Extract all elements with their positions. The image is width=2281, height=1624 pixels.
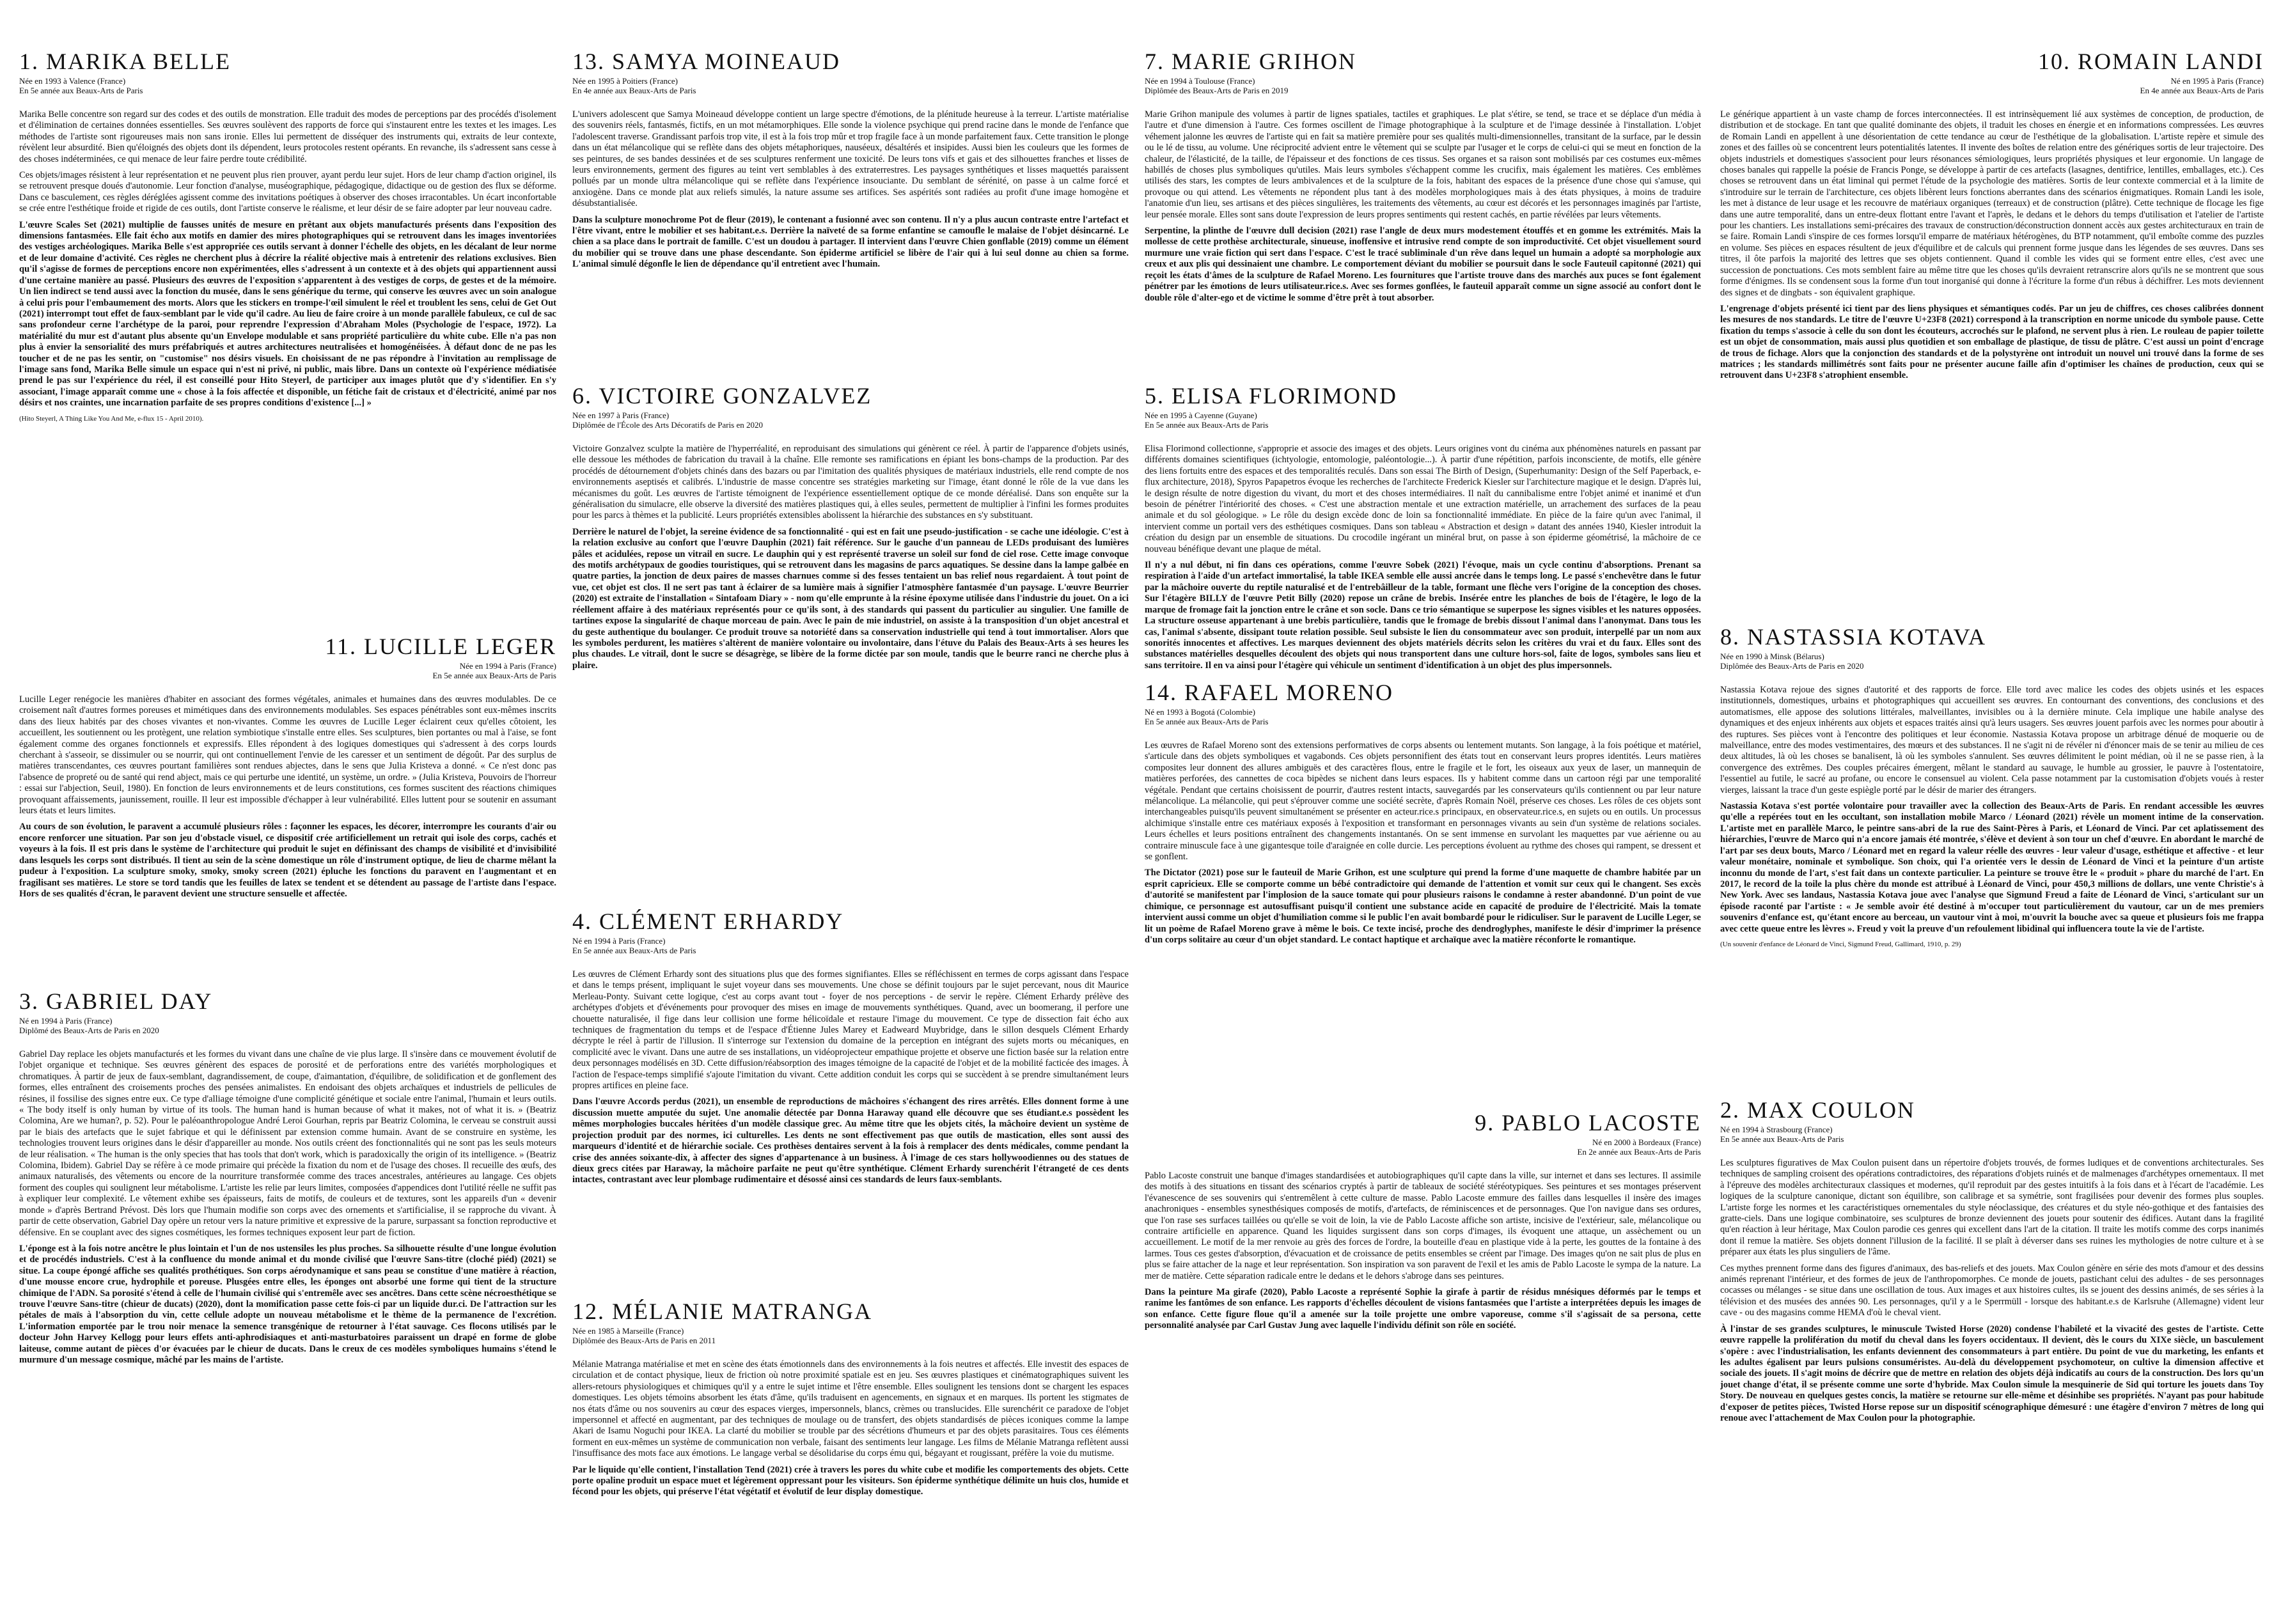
artist-birth: Né en 1994 à Strasbourg (France) (1720, 1125, 1833, 1134)
artist-birth: Né en 1994 à Paris (France) (572, 936, 666, 946)
artist-section-gabriel-day (19, 988, 556, 1611)
artist-paragraph: The Dictator (2021) pose sur le fauteuil de Marie Grihon, est une sculpture qui prend la forme d'une maquette de chambre habitée par un esprit capricieux. Elle se comporte comme un bébé contradictoire qui demande de l'attention et vomit sur ceux qui le changent. Ses excès d'autorité se manifestent par l'implosion de la sauce tomate qui pour plusieurs raisons le condamne à rester abandonné. D'un point de vue chimique, ce personnage est autosuffisant puisqu'il contient une substance acide en capacité de produire de l'électricité. Mais la tomate intervient aussi comme un objet d'humiliation comme si le public l'en avait bombardé pour le ridiculiser. Sur le paravent de Lucille Leger, se lit un poème de Rafael Moreno grave à même le bois. Ce texte incisé, proche des dendroglyphes, manifeste le désir d'imprimer la présence d'un corps solitaire au cœur d'un objet standard. Le contact haptique et archaïque avec la matière réconforte le romantique. (1145, 868, 1701, 945)
artist-school: En 5e année aux Beaux-Arts de Paris (432, 671, 556, 680)
artist-title: 5. ELISA FLORIMOND (1145, 383, 1398, 409)
artist-school: En 4e année aux Beaux-Arts de Paris (2140, 86, 2264, 95)
artist-paragraph: Elisa Florimond collectionne, s'approprie et associe des images et des objets. Leurs origines vont du cinéma aux phénomènes naturels en passant par différents domaines scientifiques (ichtyologie, entomologie, paléontologie...). À partir d'une répétition, parfois inconsciente, de motifs, elle génère des liens fortuits entre des espaces et des temporalités reculés. Dans son essai The Birth of Design, (Superhumanity: Design of the Self Paperback, e-flux architecture, 2018), Spyros Papapetros évoque les recherches de l'architecte Frederick Kiesler sur l'architecture magique et le design. D'après lui, le design résulte de notre digestion du vivant, du mort et des choses intermédiaires. Il naît du cannibalisme entre l'objet animé et inanimé et d'un besoin de pénétrer l'intériorité des choses. « C'est une abstraction mentale et une extraction matérielle, un arrachement des surfaces de la peau animale et du sol géologique. » Le rôle du design excède donc de loin sa fonctionnalité immédiate. En pièce de la faire qu'un avec l'animal, il intervient comme un portail vers des esthétiques cosmiques. Dans son tableau « Abstraction et design » datant des années 1940, Kiesler introduit la création du design par un ensemble de situations. Du crocodile ingérant un minéral brut, on passe à son épiderme géométrisé, la mâchoire de ce nouveau bénéfique devant une plaque de métal. (1145, 444, 1701, 554)
artist-paragraph: Mélanie Matranga matérialise et met en scène des états émotionnels dans des environnements à la fois neutres et affectés. Elle investit des espaces de circulation et de contact physique, lieux de friction où notre proximité spatiale est en jeu. Ses œuvres plastiques et cinématographiques suivent les allers-retours physiologiques et chimiques qu'il y a entre le sujet intime et l'être ensemble. Elles soulignent les tensions dont se chargent les espaces domestiques. Les objets témoins absorbent les états d'âme, qu'ils traduisent en agencements, en signaux et en marques. Ils portent les stigmates de nos états d'âme ou nos souvenirs au cœur des espaces vierges, impersonnels, blancs, crèmes ou translucides. Elle surenchérit ce paradoxe de l'objet impersonnel et affecté en augmentant, par des techniques de moulage ou de transfert, des objets standardisés de pièces iconiques comme la lampe Akari de Isamu Noguchi pour IKEA. La clarté du mobilier se trouble par des sécrétions d'humeurs et par des objets parasitaires. Tous ces éléments forment en eux-mêmes un système de communication non verbale, faisant des sentiments leur langage. Les films de Mélanie Matranga reflètent aussi l'insuffisance des mots face aux émotions. Le langage verbal se désolidarise du corps ému qui, bégayant et rougissant, préfère la voie du mutisme. (572, 1359, 1129, 1459)
artist-section-melanie-matranga (572, 1298, 1129, 1611)
artist-paragraph: Marika Belle concentre son regard sur des codes et des outils de monstration. Elle traduit des modes de perceptions par des procédés d'isolement et d'élimination de certaines données essentielles. Ses œuvres soulèvent des rapports de force qui s'instaurent entre les textes et les images. Les méthodes de l'artiste sont rigoureuses mais non sans ironie. Elles lui permettent de disséquer des instruments qui, extraits de leur contexte, révèlent leur absurdité. Bien qu'éloignés des objets dont ils dépendent, leurs protocoles restent opérants. En revanche, ils s'adressent sans cesse à des choses indéterminées, ce qui menace de leur faire perdre toute crédibilité. (19, 109, 556, 164)
artist-paragraph: Ces mythes prennent forme dans des figures d'animaux, des bas-reliefs et des jouets. Max Coulon génère en série des mots d'amour et des dessins animés reprenant l'intérieur, et des formes de jeux de l'anthropomorphes. Ce monde de jouets, pastichant celui des adultes - de ses personnages cocasses ou mélanges - se situe dans une oscillation de tous. Aux images et aux histoires cultes, ils se jouent des dessins animés, de ses séries à la télévision et des musées des années 90. Les personnages, qu'il y a le Sperrmüll - lorsque des habitant.e.s de Karlsruhe (Allemagne) vident leur cave - ou des magasins comme HEMA d'où le cheval vient. (1720, 1263, 2264, 1318)
artist-school: En 5e année aux Beaux-Arts de Paris (19, 86, 143, 95)
artist-paragraph: Ces objets/images résistent à leur représentation et ne peuvent plus rien prouver, ayant perdu leur sujet. Hors de leur champ d'action originel, ils se retrouvent presque doués d'autonomie. Leur fonction d'analyse, muséographique, pédagogique, didactique ou de gestion des flux se déforme. Dans ce basculement, ces règles déréglées agissent comme des invitations poétiques à observer des choses irracontables. Un écart inconfortable se crée entre l'esthétique froide et rigide de ces outils, dont l'artiste conserve le réalisme, et leur désir de se faire adopter par leur nouveau cadre. (19, 170, 556, 214)
artist-school: En 5e année aux Beaux-Arts de Paris (1145, 717, 1269, 726)
artist-school: En 4e année aux Beaux-Arts de Paris (572, 86, 696, 95)
artist-section-marie-grihon (1145, 48, 1701, 380)
artist-birth: Né en 1994 à Paris (France) (19, 1016, 113, 1026)
artist-paragraph: Marie Grihon manipule des volumes à partir de lignes spatiales, tactiles et graphiques. Le plat s'étire, se tend, se trace et se déplace d'un média à l'autre et d'une dimension à l'autre. Ces formes oscillent de l'image photographique à la sculpture et de l'image dessinée à l'installation. L'objet véhement jalonne les œuvres de l'artiste qui en fait sa matière première pour ses qualités multi-dimensionnelles, transitant de la surface, par le dessin ou le lé de tissu, au volume. Une réciprocité advient entre le vêtement qui se sculpte par l'usager et le corps de celui-ci qui se meut en fonction de la chaleur, de l'élasticité, de la taille, de l'épaisseur et des fonctions de ces tissus. Ses organes et sa raison sont mobilisés par ces costumes eux-mêmes habillés de choses plus symboliques qu'utiles. Mais leurs symboles s'échappent comme les crucifix, mais également les matières. Ces emblèmes utilisés des stars, les comptes de leurs ambivalences et de la sculpture de la fois, habitant des espaces de la présence d'une chose qui s'amuse, qui provoque ou qui attend. Les vêtements ne répondent plus tant à des modèles morphologiques mais à des états physiques, à moins de traduire l'anatomie d'un lieu, ses artisans et des pièces singulières, les traitements des vêtements, au cœur est décorés et les personnages imaginés par l'artiste, leur pensée morale. Elles sont sans doute l'expression de leurs propres sentiments qui restent cachés, en partie révélées par leurs vêtements. (1145, 109, 1701, 220)
artist-paragraph: L'univers adolescent que Samya Moineaud développe contient un large spectre d'émotions, de la plénitude heureuse à la terreur. L'artiste matérialise des souvenirs réels, fantasmés, fictifs, en un mot métamorphiques. Elle sonde la violence psychique qui prend racine dans le monde de l'enfance que l'adolescent traverse. Grandissant parfois trop vite, il est à la fois trop mûr et trop fragile face à un monde parfaitement faux. Cette transition le plonge dans un état mélancolique qui se reflète dans des objets métaphoriques, nauséeux, désaltérés et insipides. Aussi bien les couleurs que les formes de ses peintures, de ses bandes dessinées et de ses sculptures renferment une toxicité. De leurs tons vifs et gais et des silhouettes franches et lisses de leurs environnements, germent des figures au teint vert semblables à des extraterrestres. Les paysages synthétiques et lisses maquettés paraissent pollués par un monde ultra mélancolique qui se reflète dans l'expérience insouciante. Du semblant de sérénité, on passe à un calme forcé et anxiogène. Dans ce monde plat aux reliefs simulés, la nature assume ses artifices. Ses aspérités sont radiées au profit d'une image homogène et désubstantialisée. (572, 109, 1129, 209)
artist-title: 11. LUCILLE LEGER (325, 634, 556, 659)
artist-title: 3. GABRIEL DAY (19, 988, 213, 1014)
artist-paragraph: À l'instar de ses grandes sculptures, le minuscule Twisted Horse (2020) condense l'habileté et la vivacité des gestes de l'artiste. Cette œuvre rappelle la prolifération du motif du cheval dans les foyers occidentaux. Il devient, dès le cours du XIXe siècle, un basculement s'opère : avec l'industrialisation, les enfants deviennent des consommateurs à part entière. Du point de vue du marketing, les enfants et les adultes égalisent par leurs pulsions consuméristes. Au-delà du développement psychomoteur, on cultive la dimension affective et sociale des jouets. Il s'agit moins de décrire que de mettre en relation des objets déjà indicatifs au cours de la construction. Des lors qu'un jouet change d'état, il se présente comme une sorte d'hybride. Max Coulon simule la mesquinerie de Sid qui torture les jouets dans Toy Story. De nouveau en quelques gestes concis, la matière se retourne sur elle-même et désinhibe ses propriétés. N'ayant pas pour habitude d'exposer de petites pièces, Twisted Horse repose sur un dispositif scénographique démesuré : une étagère d'environ 7 mètres de long qui renoue avec l'attachement de Max Coulon pour la photographie. (1720, 1323, 2264, 1423)
artist-section-victoire-gonzalvez (572, 382, 1129, 907)
artist-title: 13. SAMYA MOINEAUD (572, 49, 841, 74)
artist-paragraph: Gabriel Day replace les objets manufacturés et les formes du vivant dans une chaîne de vie plus large. Il s'insère dans ce mouvement évolutif de l'objet organique et technique. Ses œuvres génèrent des espaces de porosité et de perforations entre des variétés morphologiques et chromatiques. À partir de jeux de faux-semblant, dagrandissement, de coupe, d'aimantation, d'équilibre, de solidification et de gonflement des formes, elles entraînent des croisements proches des pensées animalistes. En endoisant des objets archaïques et industriels de pellicules de résines, il fossilise des signes entre eux. Ce type d'alliage témoigne d'une complicité génétique et sociale entre l'animal, l'humain et leurs outils. « The body itself is only human by virtue of its tools. The human hand is human because of what it makes, not of what it is. » (Beatriz Colomina, Are we human?, p. 52). Pour le paléoanthropologue André Leroi Gourhan, repris par Beatriz Colomina, le cerveau se construit aussi par le biais des artefacts que le sujet fabrique et qui le définissent par extension comme humain. Avant de se construire en système, les technologies trouvent leurs origines dans le désir d'appareiller au monde. Nos outils créent des fonctionnalités qui ne sont pas les seuls moteurs de leur réalisation. « The human is the only species that has tools that don't work, which is paradoxically the origin of its intelligence. » (Beatriz Colomina, Ibidem). Gabriel Day se réfère à ce mode primaire qui précède la fixation du nom et de l'usage des choses. Il recueille des œufs, des animaux naturalisés, des vêtements ou encore de la nourriture transformée comme des traces ancestrales, antérieures au langage. Ces objets forment des couples qui soulignent leur métabolisme. L'artiste les relie par leurs limites, composées d'appendices dont l'utilité réelle ne suffit pas à expliquer leur complexité. Le vêtement exhibe ses épaisseurs, faits de motifs, de couleurs et de textures, sont les appareils d'un « devenir monde » d'après Bertrand Prévost. Dès lors que l'humain modifie son corps avec des ornements et s'artificialise, il se rapproche du vivant. À partir de cette observation, Gabriel Day opère un retour vers la nature primitive et expressive de la parure, surpassant sa fonction reproductive et défensive. En se couplant avec des signes cosmétiques, les formes techniques exposent leur part de fiction. (19, 1049, 556, 1238)
artist-birth: Née en 1993 à Valence (France) (19, 76, 126, 86)
artist-paragraph: Le générique appartient à un vaste champ de forces interconnectées. Il est intrinsèquement lié aux systèmes de conception, de production, de distribution et de stockage. En tant que qualité dominante des objets, il traduit les choses en énergie et en informations compressées. Les œuvres de Romain Landi en appellent à une désorientation de cette tendance au cœur de l'esthétique de la globalisation. L'artiste repère et simule des zones et des failles où se concentrent leurs potentialités latentes. Il invente des boîtes de relation entre des génériques sortis de leur trajectoire. Des objets industriels et domestiques s'associent pour leurs résonances sémiologiques, leurs propriétés physiques et leur ergonomie. Un langage de choses banales qui rappelle la poésie de Francis Ponge, se développe à partir de ces artefacts (lasagnes, dentifrice, lentilles, emballages, etc.). Ces choses se retrouvent dans un état liminal qui permet l'étude de la psychologie des matières. Sortis de leur contexte commercial et à la limite de s'introduire sur le terrain de l'architecture, ces objets libèrent leurs fonctions aberrantes dans des scénarios énigmatiques. Romain Landi les isole, les met à distance de leur usage et les recouvre de matériaux organiques (terreaux) et de construction (plâtre). Cette technique de flocage les fige dans une autre temporalité, dans un entre-deux flottant entre l'avant et l'après, le dedans et le dehors du temps d'utilisation et l'atelier de l'artiste pour les chantiers. Les installations semi-précaires des travaux de construction/déconstruction donnent accès aux gestes architecturaux en train de se faire. Romain Landi s'inspire de ces formes lorsqu'il emparre de matériaux hétérogènes, du BTP notamment, qu'il emboîte comme des puzzles en volume. Ses pièces en espaces résultent de jeux d'équilibre et de calculs qui prennent forme jusque dans les légendes de ses œuvres. Dans ses titres, il ôte parfois la majorité des lettres que ses objets contiennent. Quand il comble les vides qui se forment entre elles, c'est avec une succession de ponctuations. Ces mots semblent faire au même titre que les choses qu'ils devraient retranscrire alors qu'ils ne se montrent que sous forme d'énigmes. Ils se condensent sous la forme d'un tout inorganisé qui donne à l'écriture la forme d'un rébus à déchiffrer. Les mots deviennent des signes et de dingbats - son équivalent graphique. (1720, 109, 2264, 298)
artist-section-nastassia-kotava (1720, 623, 2264, 1090)
artist-title: 14. RAFAEL MORENO (1145, 680, 1394, 705)
artist-section-romain-landi (1720, 48, 2264, 617)
artist-paragraph: L'œuvre Scales Set (2021) multiplie de fausses unités de mesure en prêtant aux objets manufacturés présents dans l'exposition des dimensions fantasmées. Elle fait écho aux motifs en damier des mires photographiques qui se retrouvent dans les images inventoriées des vestiges archéologiques. Marika Belle s'est appropriée ces outils servant à donner l'échelle des objets, en les décalant de leur norme et de leur domaine d'activité. Ces règles ne cherchent plus à décrire la réalité objective mais à entretenir des relations exclusives. Bien qu'il s'agisse de formes de perceptions encore non expérimentées, elles s'adressent à un contexte et à des objets qui appartiennent aussi d'une certaine manière au passé. Plusieurs des œuvres de l'exposition s'apparentent à des vestiges de corps, de gestes et de la mémoire. Un lien indirect se tend aussi avec la fonction du musée, dans le sens générique du terme, qui conserve les œuvres avec un soin analogue à celui pris pour l'embaumement des morts. Alors que les stickers en trompe-l'œil simulent le réel et troublent les sens, celui de Get Out (2021) interrompt tout effet de faux-semblant par le vide qu'il cadre. Au lieu de faire croire à un monde parallèle fabuleux, ce cul de sac sans profondeur cerne l'archétype de la paroi, pour reprendre l'expression d'Abraham Moles (Psychologie de l'espace, 1972). La matérialité du mur est d'autant plus absente qu'un Envelope modulable et sans propriété particulière du white cube. Elle n'a pas non plus à envier la sensorialité des murs préfabriqués et autres architectures neutralisées et homogénéisées. À défaut donc de ne pas les toucher et de ne pas les sentir, on "customise" nos désirs visuels. En choisissant de ne pas répondre à l'invitation au remplissage de l'image sans fond, Marika Belle simule un espace qui n'est ni privé, ni public, mais libre. Dans un contexte où l'expérience médiatisée prend le pas sur l'expérience du réel, il est conseillé pour Hito Steyerl, de participer aux images plutôt que d'y s'identifier. En s'y associant, l'image apparaît comme une « chose à la fois affectée et disponible, un fétiche fait de cristaux et d'électricité, animé par nos désirs et nos craintes, une incarnation parfaite de ses propres conditions d'existence [...] » (19, 219, 556, 409)
artist-paragraph: Nastassia Kotava rejoue des signes d'autorité et des rapports de force. Elle tord avec malice les codes des objets usinés et les espaces institutionnels, domestiques, urbains et photographiques qui accueillent ses œuvres. En contournant des conventions, des conclusions et des automatismes, elle appose des solutions littérales, malveillantes, invisibles ou à la dernière minute. Cela implique une habile analyse des dynamiques et des enjeux inhérents aux objets et espaces traités ainsi qu'à leurs usagers. Ses œuvres jouent parfois avec les normes pour aboutir à des ruptures. Ses pièces vont à l'encontre des politiques et leur économie. Nastassia Kotava propose un arbitrage dénué de moquerie ou de malveillance, entre des modes vestimentaires, des mœurs et des substances. Il ne s'agit ni de révéler ni d'énoncer mais de se tenir au milieu de ces deux altitudes, là où les choses se banalisent, là où les symboles s'annulent. Ses œuvres délimitent le point médian, où il ne se passe rien, à la convergence des extrêmes. Des couples précaires émergent, mêlant le standard au sauvage, le humble au grossier, le pauvre à l'ostentatoire, l'essentiel au futile, le sacré au profane, ou encore le consensuel au violent. Cela passe notamment par la customisation d'objets voués à rester vierges, laissant la trace d'un geste espiègle porté par le désir de marier des étrangers. (1720, 685, 2264, 795)
artist-school: Diplômé des Beaux-Arts de Paris en 2020 (19, 1026, 159, 1035)
artist-paragraph: L'engrenage d'objets présenté ici tient par des liens physiques et sémantiques codés. Par un jeu de chiffres, ces choses calibrées donnent les mesures de nos standards. Le titre de l'œuvre U+23F8 (2021) correspond à la transcription en norme unicode du symbole pause. Cette fixation du temps s'associe à celle du son dont les écouteurs, accrochés sur le plafond, ne servent plus à rien. Le rouleau de papier toilette est un objet de consommation, mais aussi plus quotidien et son emballage de plastique, de tissu de plâtre. C'est aussi un point d'encrage de trous de fichage. Alors que la conjonction des standards et de la polystyrène ont introduit un nouvel uni trouvé dans la forme de ses matrices ; les standards millimétrés sont faits pour ne présenter aucune faille afin d'optimiser les chaînes de production, ceux qui se retrouvent dans U+23F8 s'atrophient ensemble. (1720, 303, 2264, 381)
artist-paragraph: Les sculptures figuratives de Max Coulon puisent dans un répertoire d'objets trouvés, de formes ludiques et de conventions architecturales. Ses techniques de sampling croisent des opérations contradictoires, des réparations d'objets ruinés et de malmenages d'archétypes ornementaux. Il met à l'épreuve des modèles architecturaux classiques et modernes, qu'il reproduit par des gestes intuitifs à la fois dans et à l'écart de l'académie. Les logiques de la sculpture canonique, dictant son équilibre, son calibrage et sa symétrie, sont fragilisées pour devenir des formes plus souples. L'artiste forge les normes et les caractéristiques ornementales du style néoclassique, des créatures et du style néo-gothique et des fantaisies des gratte-ciels. Dans une logique combinatoire, ses sculptures de bronze deviennent des jouets pour soutenir des édifices. Autant dans la fragilité qu'en réaction à leur héritage, Max Coulon parodie ces genres qui excellent dans l'art de la citation. Il traite les motifs comme des corps inanimés dont il remue la matière. Ses objets donnent l'illusion de la facilité. Il se plaît à déverser dans ses ruines les mythologies de notre culture et à se préparer aux états les plus singuliers de l'âme. (1720, 1158, 2264, 1258)
artist-birth: Née en 1995 à Cayenne (Guyane) (1145, 410, 1257, 420)
artist-birth: Née en 1994 à Toulouse (France) (1145, 76, 1255, 86)
citation-note: (Hito Steyerl, A Thing Like You And Me, e-flux 15 - April 2010). (19, 414, 204, 423)
artist-paragraph: Les œuvres de Clément Erhardy sont des situations plus que des formes signifiantes. Elles se réfléchissent en termes de corps agissant dans l'espace et dans le temps présent, impliquant le sujet voyeur dans ses mouvements. Une chose se définit toujours par le sujet percevant, nous dit Maurice Merleau-Ponty. Suivant cette logique, c'est au corps avant tout - foyer de nos perceptions - de servir le repère. Clément Erhardy prélève des archétypes d'objets et d'événements pour provoquer des mises en image de mouvements synthétiques. Quand, avec un boomerang, il perfore une chouette naturalisée, il fige dans leur collision une forme hélicoïdale et restaure l'image du mouvement. Ce type de dissection fait écho aux techniques de fragmentation du temps et de l'espace d'Étienne Jules Marey et Eadweard Muybridge, dans le sillon desquels Clément Erhardy décrypte le réel à partir de l'illusion. Il s'interroge sur l'extension du domaine de la perception en intégrant des sujets morts ou mécaniques, en complicité avec le vivant. Dans une autre de ses installations, un vidéoprojecteur empathique projette et observe une fiction basée sur la relation entre deux personnages modélisés en 3D. Cette diffusion/réabsorption des images témoigne de la capacité de l'objet et de la mobilité facticée des images. À l'action de l'espace-temps simplifié s'ajoute l'imitation du vivant. Cette addition conduit les corps qui se succèdent à se prendre simultanément leurs propres artifices en pleine face. (572, 969, 1129, 1091)
artist-birth: Née en 1990 à Minsk (Bélarus) (1720, 652, 1824, 661)
artist-school: En 5e année aux Beaux-Arts de Paris (572, 946, 696, 955)
artist-paragraph: Victoire Gonzalvez sculpte la matière de l'hyperréalité, en reproduisant des simulations qui génèrent ce réel. À partir de l'apparence d'objets usinés, elle dessoue les méthodes de fabrication du travail à la chaîne. Elle remonte ses ramifications en épiant les bons-champs de la production. Par des procédés de détournement d'objets chinés dans des bazars ou par l'imitation des qualités physiques de matériaux industriels, elle rend compte de nos environnements aseptisés et calibrés. L'industrie de masse concentre ses stratégies marketing sur l'image, étant donné le rôle de la vue dans les mécanismes du goût. Les œuvres de l'artiste témoignent de l'expérience essentiellement optique de ce monde déréalisé. Dans son enquête sur la généralisation du simulacre, elle observe la diversité des matières plastiques qui, à elles seules, permettent de multiplier à l'infini les formes produites pour les parcs à thèmes et la publicité. Leurs propriétés extensibles abolissent la hiérarchie des substances en s'y substituant. (572, 444, 1129, 521)
artist-school: Diplômée des Beaux-Arts de Paris en 2011 (572, 1336, 716, 1345)
artist-school: Diplômée des Beaux-Arts de Paris en 2019 (1145, 86, 1289, 95)
artist-title: 9. PABLO LACOSTE (1475, 1110, 1701, 1136)
artist-birth: Née en 1995 à Poitiers (France) (572, 76, 678, 86)
artist-title: 10. ROMAIN LANDI (2038, 49, 2264, 74)
artist-title: 8. NASTASSIA KOTAVA (1720, 624, 1986, 650)
artist-title: 2. MAX COULON (1720, 1097, 1915, 1123)
artist-school: En 2e année aux Beaux-Arts de Paris (1577, 1147, 1701, 1157)
artist-birth: Né en 1995 à Paris (France) (2170, 76, 2264, 86)
artist-birth: Né en 2000 à Bordeaux (France) (1592, 1137, 1701, 1147)
artist-school: Diplômée des Beaux-Arts de Paris en 2020 (1720, 661, 1864, 671)
artist-paragraph: Pablo Lacoste construit une banque d'images standardisées et autobiographiques qu'il capte dans la ville, sur internet et dans ses lectures. Il assimile des motifs à des situations en tissant des scénarios cryptés à partir de tableaux de société stéréotypiques. Ses peintures et ses montages préservent l'évanescence de ses souvenirs qui s'entremêlent à cette culture de masse. Pablo Lacoste emmure des failles dans lesquelles il insère des images anachroniques - ensembles synesthésiques composés de motifs, d'artefacts, de réminiscences et de personnages. Que l'on navigue dans ses ordures, que l'on rase ses surfaces taillées ou qu'elle se voit de loin, la vie de Pablo Lacoste affiche son artiste, incisive de l'extérieur, sale, mélancolique ou contraire artificielle en apparence. Quand les liquides surgissent dans son corps d'images, ils évoquent une attaque, un assèchement ou un accueillement. Le motif de la mer renvoie au grès des forces de l'ordre, la bouteille d'eau en plastique vide à la perte, les gouttes de la fontaine à des larmes. Tous ces gestes d'absorption, d'évacuation et de croissance de petits ensembles se créent par l'image. Des images qu'on ne sait plus de plus en plus se faire attacher de la nage et leur représentation. Son inspiration va son paravent de l'exil et les amis de Pablo Lacoste le sympa de la nature. La mer de matière. Cette séparation radicale entre le dedans et le dehors s'abroge dans ses peintures. (1145, 1171, 1701, 1281)
artist-paragraph: Au cours de son évolution, le paravent a accumulé plusieurs rôles : façonner les espaces, les décorer, interrompre les courants d'air ou encore renforcer une situation. Par son jeu d'obstacle visuel, ce dispositif crée artificiellement un retrait qui isole des corps, cachés et voyeurs à la fois. Il est pris dans le système de l'architecture qui produit le sujet en définissant des champs de visibilité et d'invisibilité dans lesquels les corps sont distribués. Il tient au sein de la scène domestique un rôle d'instrument optique, de lieu de charme mêlant la pudeur à l'exposition. La sculpture smoky, smoky, smoky screen (2021) épluche les fonctions du paravent en l'augmentant et en fragilisant ses matières. Le store se tord tandis que les feuilles de latex se tendent et se détendent au passage de l'artiste dans l'espace. Hors de ses qualités d'écran, le paravent devient une structure sensuelle et affectée. (19, 822, 556, 899)
artist-title: 6. VICTOIRE GONZALVEZ (572, 383, 872, 409)
artist-paragraph: Dans la sculpture monochrome Pot de fleur (2019), le contenant a fusionné avec son contenu. Il n'y a plus aucun contraste entre l'artefact et l'être vivant, entre le mobilier et ses habitant.e.s. Derrière la naïveté de sa forme enfantine se camoufle le malaise de l'objet désincarné. Le chien a sa place dans le portrait de famille. C'est un doudou à partager. Il intervient dans l'œuvre Chien gonflable (2019) comme un élément du mobilier qui se trouve dans une phase descendante. Son épiderme artificiel se libère de l'air qui à lui seul donne au chien sa forme. L'animal simulé dégonfle le lien de dépendance qu'il entretient avec l'humain. (572, 214, 1129, 270)
artist-paragraph: Nastassia Kotava s'est portée volontaire pour travailler avec la collection des Beaux-Arts de Paris. En rendant accessible les œuvres qu'elle a repérées tout en les occultant, son installation mobile Marco / Léonard (2021) révèle un moment intime de la conservation. L'artiste met en parallèle Marco, le peintre sans-abri de la rue des Saint-Pères à Paris, et Léonard de Vinci. Par cet aplatissement des hiérarchies, l'œuvre de Marco qui n'a encore jamais été montrée, s'élève et devient à son tour un chef d'œuvre. En abordant le marché de l'art par ses deux bouts, Marco / Léonard met en regard la valeur réelle des œuvres - leur valeur d'usage, esthétique et affective - et leur valeur monétaire, nominale et symbolique. Son choix, qui l'a orientée vers le dessin de Léonard de Vinci et la peinture d'un artiste inconnu du monde de l'art, s'est fait dans un contexte particulier. La peinture se trouve être le « produit » phare du marché de l'art. En 2017, le record de la toile la plus chère du monde est attribué à Léonard de Vinci, pour 450,3 millions de dollars, une vente Christie's à New York. Avec ses landaus, Nastassia Kotava joue avec l'analyse que Sigmund Freud a faite de Léonard de Vinci, s'articulant sur un épisode raconté par l'artiste : « Je semble avoir été destiné à m'occuper tout particulièrement du vautour, car un de mes premiers souvenirs d'enfance est, qu'étant encore au berceau, un vautour vint à moi, m'ouvrit la bouche avec sa queue et plusieurs fois me frappa avec cette queue entre les lèvres ». Freud y voit la preuve d'un refoulement libidinal qui influencera toute la vie de l'artiste. (1720, 801, 2264, 934)
artist-section-elisa-florimond (1145, 382, 1701, 676)
artist-section-rafael-moreno (1145, 679, 1701, 1104)
artist-section-clement-erhardy (572, 908, 1129, 1292)
artist-birth: Né en 1993 à Bogotá (Colombie) (1145, 707, 1255, 717)
artist-section-samya-moineaud (572, 48, 1129, 380)
artist-paragraph: Serpentine, la plinthe de l'œuvre dull decision (2021) rase l'angle de deux murs modestement étouffés et en gomme les extrémités. Mais la mollesse de cette prothèse architecturale, sinueuse, inoffensive et intrusive rend compte de son improductivité. Cet objet visuellement sourd murmure une vraie fiction qui sert dans l'espace. C'est le tracé subliminale d'un rêve dans lequel un humain a adopté sa morphologie aux creux et aux plis qui dessinaient une chambre. Le comportement déviant du mobilier se poursuit dans le socle Fauteuil capitonné (2021) qui reçoit les états d'âmes de la sculpture de Rafael Moreno. Les fournitures que l'artiste trouve dans des marchés aux puces se font également pénétrer par les émotions de leurs utilisateur.rice.s. Avec ses formes gonflées, le fauteuil apparaît comme un signe associé au confort dont le double rôle d'alter-ego et de victime le somme d'être prêt à tout absorber. (1145, 226, 1701, 303)
artist-title: 1. MARIKA BELLE (19, 49, 231, 74)
artist-birth: Née en 1997 à Paris (France) (572, 410, 670, 420)
artist-school: En 5e année aux Beaux-Arts de Paris (1145, 420, 1269, 430)
artist-school: En 5e année aux Beaux-Arts de Paris (1720, 1134, 1844, 1144)
artist-paragraph: Lucille Leger renégocie les manières d'habiter en associant des formes végétales, animales et humaines dans des œuvres modulables. De ce croisement naît d'autres formes poreuses et mimétiques dans des environnements modulables. Ses espaces pénétrables sont eux-mêmes inscrits dans des lieux habités par des choses vivantes et non-vivantes. Comme les œuvres de Lucille Leger éclairent ceux qu'elles côtoient, les accueillent, les soutiennent ou les protègent, une relation symbiotique s'installe entre elles. Ses sculptures, bien portantes ou mal à l'aise, se font également comme des organes fonctionnels et expressifs. Elles répondent à des logiques domestiques qui s'adressent à des corps lourds cherchant à s'asseoir, se dissimuler ou se nourrir, qui ont continuellement l'envie de les caresser et un sentiment de dégoût. Par des surplus de matières transcendantes, ces œuvres pourtant familières sont rendues abjectes, dans le sens que Julia Kristeva a donné. « Ce n'est donc pas l'absence de propreté ou de santé qui rend abject, mais ce qui perturbe une identité, un système, un ordre. » (Julia Kristeva, Pouvoirs de l'horreur : essai sur l'abjection, Seuil, 1980). En fonction de leurs environnements et de leurs constitutions, ces formes suscitent des réactions chimiques provoquant affaissements, jaunissement, rouille. Il leur est impossible d'échapper à leur vulnérabilité. Elles luttent pour se soutenir en assumant leurs états et leurs limites. (19, 694, 556, 816)
artist-paragraph: L'éponge est à la fois notre ancêtre le plus lointain et l'un de nos ustensiles les plus proches. Sa silhouette résulte d'une longue évolution et de procédés industriels. C'est à la confluence du monde animal et du monde civilisé que l'œuvre Sans-titre (cloché piéd) (2021) se situe. La coupe épongé affiche ses qualités prothétiques. Son corps aérodynamique et sans peau se constitue d'une matière à réaction, d'une mousse encore crue, hydrophile et poreuse. Plusgées entre elles, les éponges ont absorbé une forme qui tient de la structure chimique de l'ADN. Sa porosité s'étend à celle de l'humain civilisé qui s'entremêle avec ses ancêtres. Dans cette scène nécroesthétique se trouve l'œuvre Sans-titre (chieur de ducats) (2020), dont la momification passe cette fois-ci par un liquide dur.ci. De l'attraction sur les pétales de maïs à l'absorption du vin, cette cellule adopte un nouveau métabolisme et le thème de la permanence de l'excrétion. L'information emportée par le trou noir menace la semence transgénique de retourner à l'état sauvage. Ces flocons utilisés par le docteur John Harvey Kellogg pour leurs effets anti-aphrodisiaques et anti-masturbatoires paraissent un drapé en forme de globe laiteuse, comme autant de pièces d'or évacuées par le chieur de ducats. Dans le creux de ces modèles symboliques humains s'étend le murmure d'un message cosmique, mâché par les mains de l'artiste. (19, 1243, 556, 1365)
artist-paragraph: Dans la peinture Ma girafe (2020), Pablo Lacoste a représenté Sophie la girafe à partir de résidus mnésiques déformés par le temps et ranime les fantômes de son enfance. Les rapports d'échelles découlent de visions fantasmées que l'artiste a interprétées depuis les images de son enfance. Cette figure floue qu'il a amenée sur la toile projette une ombre vaporeuse, comme s'il s'agissait de sa persona, cette personnalité analysée par Carl Gustav Jung avec laquelle l'individu définit son rôle en société. (1145, 1287, 1701, 1331)
artist-paragraph: Dans l'œuvre Accords perdus (2021), un ensemble de reproductions de mâchoires s'échangent des rires arrêtés. Elles donnent forme à une discussion muette amputée du sujet. Une anomalie détectée par Donna Haraway quand elle découvre que ses étudiant.e.s possèdent les mêmes morphologies buccales héritées d'un modèle classique grec. Au même titre que les objets cités, la mâchoire devient un système de projection produit par des normes, ici culturelles. Les dents ne sont effectivement pas que outils de mastication, elles sont aussi des marqueurs d'identité et de hiérarchie sociale. Ces prothèses dentaires servent à la fois à remplacer des dents médicales, comme pendant la crise des années soixante-dix, à affecter des signes d'appartenance à un business. À l'image de ces stars hollywoodiennes ou des statues de dieux grecs citées par Haraway, la mâchoire parfaite ne peut qu'être synthétique. Clément Erhardy surenchérit l'étrangeté de ces dents intactes, contrastant avec leur plombage rudimentaire et désossé ainsi ces standards de leurs faux-semblants. (572, 1097, 1129, 1185)
artist-birth: Née en 1994 à Paris (France) (459, 661, 556, 671)
artist-paragraph: Derrière le naturel de l'objet, la sereine évidence de sa fonctionnalité - qui est en fait une pseudo-justification - se cache une idéologie. C'est à la relation exclusive au confort que l'œuvre Dauphin (2021) fait référence. Sur le gauche d'un panneau de LEDs produisant des lumières pâles et acidulées, repose un vitrail en sucre. Le dauphin qui y est représenté traverse un soleil sur fond de ciel rose. Cette image convoque des motifs archétypaux de goodies touristiques, qui se retrouvent dans les magasins de parcs aquatiques. Se dessine dans la lampe galbée en quatre parties, la jonction de deux paires de masses charnues comme si des fesses tentaient un bas relief nous regardaient. À tout point de vue, cet objet est clos. Il ne sert pas tant à éclairer de sa lumière mais à signifier l'atmosphère fantasmée d'un paysage. L'œuvre Beurrier (2020) est extraite de l'installation « Sintafoam Diary » - nom qu'elle emprunte à la résine époxyme utilisée dans l'industrie du jouet. On a ici réellement affaire à des matériaux représentés pour ce qu'ils sont, à des standards qui passent du particulier au singulier. Une famille de tartines expose la singularité de chaque morceau de pain. Avec le pain de mie industriel, on assiste à la transposition d'un objet ancestral et du geste authentique du boulanger. Ce produit trouve sa notoriété dans sa conservation industrielle qui tend à tout immortaliser. Alors que les symboles perdurent, les matières s'altèrent de manière volontaire ou involontaire, dans l'étuve du Palais des Beaux-Arts à ses heures les plus chaudes. Le vitrail, dont le sucre se désagrège, se libère de la forme dictée par son moule, tandis que le beurre ranci ne cherche plus à plaire. (572, 526, 1129, 671)
artist-title: 4. CLÉMENT ERHARDY (572, 909, 844, 934)
artist-section-max-coulon (1720, 1097, 2264, 1611)
artist-section-marika-belle (19, 48, 556, 633)
artist-school: Diplômée de l'École des Arts Décoratifs de Paris en 2020 (572, 420, 764, 430)
artist-section-lucille-leger (19, 633, 556, 978)
artist-birth: Née en 1985 à Marseille (France) (572, 1326, 684, 1336)
citation-note: (Un souvenir d'enfance de Léonard de Vinci, Sigmund Freud, Gallimard, 1910, p. 29) (1720, 940, 1961, 948)
artist-paragraph: Il n'y a nul début, ni fin dans ces opérations, comme l'œuvre Sobek (2021) l'évoque, mais un cycle continu d'absorptions. Prenant sa respiration à l'aide d'un artefact immortalisé, la table IKEA semble elle aussi ancrée dans le temps long. Le passé s'enchevêtre dans le futur par la mâchoire ouverte du reptile naturalisé et de l'entrebâilleur de la table, formant une flèche vers l'origine de la conception des choses. Sur l'étagère BILLY de l'œuvre Petit Billy (2020) repose un crâne de brebis. Insérée entre les planches de bois de l'étagère, le logo de la marque de fromage fait la jonction entre le crâne et son socle. Dans ce trio sémantique se superpose les signes visibles et les natures opposées. La structure osseuse appartenant à une brebis particulière, tandis que le fromage de brebis dissout l'animal dans l'anonymat. Dans tous les cas, l'animal s'absente, dissipant toute relation possible. Seul subsiste le lien du consommateur avec son produit, interpellé par un nom aux sonorités innocentes et affectives. Les marques deviennent des objets matériels décrits selon les critères du vrai et du faux. Elles sont des substances matérielles desquelles découlent des objets qui nous transportent dans une culture hors-sol, faite de logos, symboles sans lieu et sans territoire. Il en va ainsi pour l'étagère qui véhicule un sentiment d'identification à un objet des plus impersonnels. (1145, 560, 1701, 671)
artist-paragraph: Les œuvres de Rafael Moreno sont des extensions performatives de corps absents ou lentement mutants. Son langage, à la fois poétique et matériel, s'articule dans des objets symboliques et vagabonds. Ces objets personnifient des états tout en conservant leurs propres identités. Leurs matières composites leur donnent des allures ambiguës et des caractères flous, entre le fragile et le fort, les oiseaux aux yeux de laser, un mannequin de matières perforées, des cannettes de coca bipèdes se nichent dans leurs espaces. Ils y habitent comme dans un cartoon régi par une temporalité végétale. Pendant que certains choisissent de pourrir, d'autres restent intacts, sauvegardés par les conservateurs qu'ils contiennent ou par leur nature mélancolique. La mélancolie, qui peut s'éprouver comme une société secrète, d'après Romain Noël, préserve ces choses. Les rôles de ces objets sont interchangeables puisqu'ils peuvent simultanément se présenter en acteur.rice.s principaux, en observateur.rice.s, en sujets ou en outils. Un processus alchimique s'installe entre ces matériaux exposés à l'exposition et transformant en personnages vivants au sein d'un système de relations sociales. Leurs échelles et leurs positions entraînent des changements instantanés. On se sent immense en survolant les maquettes par vue aérienne ou au contraire minuscule face à une gigantesque toile d'araignée en colle durcie. Les perceptions évoluent au rythme des choses qui rampent, se dressent et se gonflent. (1145, 740, 1701, 863)
artist-paragraph: Par le liquide qu'elle contient, l'installation Tend (2021) crée à travers les pores du white cube et modifie les comportements des objets. Cette porte opaline produit un espace muet et légèrement oppressant pour les visiteurs. Son épiderme synthétique délimite un huis clos, humide et fécond pour les objets, qui préserve l'état végétatif et évolutif de leur display domestique. (572, 1464, 1129, 1497)
artist-title: 12. MÉLANIE MATRANGA (572, 1299, 872, 1324)
artist-title: 7. MARIE GRIHON (1145, 49, 1356, 74)
artist-section-pablo-lacoste (1145, 1109, 1701, 1467)
